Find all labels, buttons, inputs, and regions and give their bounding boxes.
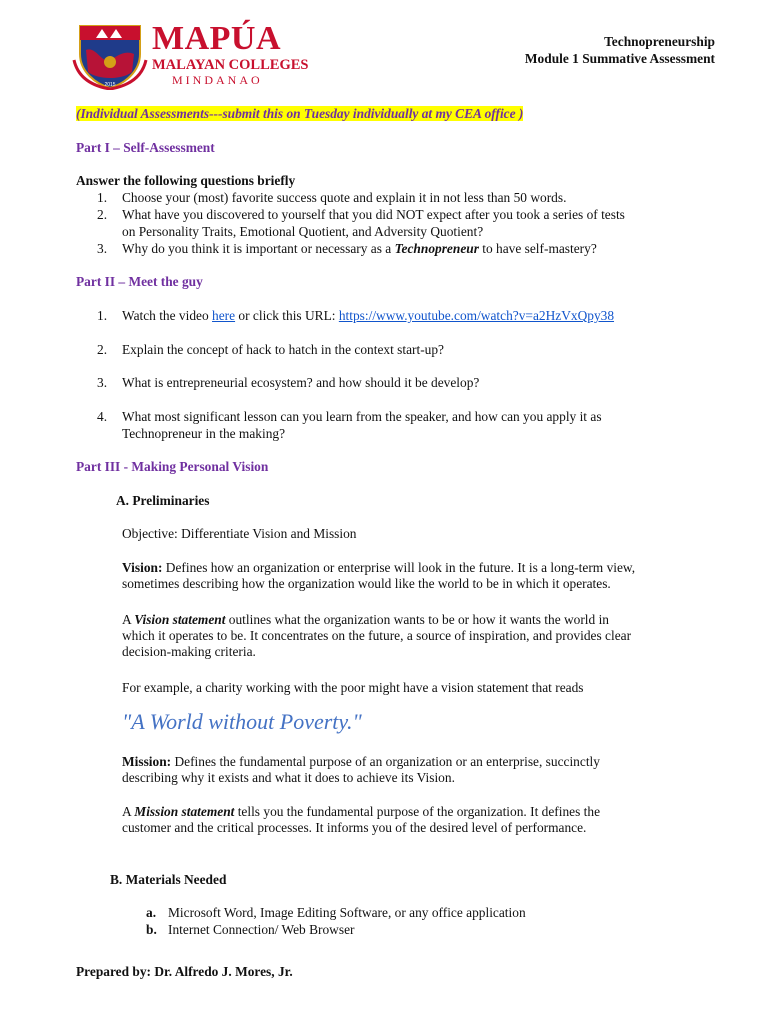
item-text: Choose your (most) favorite success quote and explain it in not less than 50 words. (122, 190, 567, 205)
item-text: Why do you think it is important or necessary as a Technopreneur to have self-mastery? (122, 241, 597, 256)
materials-heading: B. Materials Needed (110, 872, 227, 887)
list-item (0, 922, 768, 938)
item-text: Microsoft Word, Image Editing Software, or any office application (168, 905, 526, 920)
example-intro: For example, a charity working with the poor might have a vision statement that reads (122, 680, 584, 695)
objective-text: Objective: Differentiate Vision and Mission (122, 526, 357, 541)
ms-line2: customer and the critical processes. It informs you of the desired level of performance. (122, 820, 587, 835)
mission-line1: Mission: Defines the fundamental purpose of an organization or an enterprise, succinctly (122, 754, 600, 769)
mission-paragraph (122, 754, 715, 786)
item-number: 4. (97, 409, 108, 424)
list-item (0, 207, 768, 241)
item-text: Watch the video here or click this URL: https://www.youtube.com/watch?v=a2HzVxQpy38 (122, 308, 615, 323)
list-item (0, 241, 768, 257)
item-text: Explain the concept of hack to hatch in the context start-up? (122, 342, 445, 357)
brand-line2: MALAYAN COLLEGES (152, 57, 309, 73)
ms-line1: A Mission statement tells you the fundamental purpose of the organization. It defines the (122, 804, 601, 819)
item-number: 2. (97, 207, 108, 222)
list-item (0, 375, 768, 391)
item-text-line2: Technopreneur in the making? (122, 426, 286, 441)
item-text: Internet Connection/ Web Browser (168, 922, 355, 937)
part1-title: Part I – Self-Assessment (76, 140, 215, 155)
item-number: 3. (97, 375, 108, 390)
youtube-url-link[interactable]: https://www.youtube.com/watch?v=a2HzVxQpy38 (338, 308, 615, 323)
item-number: 2. (97, 342, 108, 357)
item-number: 3. (97, 241, 108, 256)
vision-line1: Vision: Defines how an organization or enterprise will look in the future. It is a long-term view, (122, 560, 636, 575)
item-text: What is entrepreneurial ecosystem? and how should it be develop? (122, 375, 480, 390)
vision-statement-paragraph (122, 612, 715, 660)
list-item (0, 409, 768, 443)
list-item (0, 308, 768, 324)
part2-title: Part II – Meet the guy (76, 274, 203, 289)
notice-text: (Individual Assessments---submit this on Tuesday individually at my CEA office ) (76, 106, 524, 121)
list-item (0, 905, 768, 921)
vision-paragraph (122, 560, 715, 592)
course-title: Technopreneurship (604, 34, 715, 49)
list-item (0, 190, 768, 206)
list-item (0, 342, 768, 358)
technopreneur-emphasis: Technopreneur (394, 241, 479, 256)
example-quote: "A World without Poverty." (122, 709, 362, 734)
seal-year: 2015 (104, 82, 116, 88)
module-title: Module 1 Summative Assessment (524, 51, 715, 66)
item-number: 1. (97, 308, 108, 323)
part3-title: Part III - Making Personal Vision (76, 459, 269, 474)
item-text-line1: What most significant lesson can you learn from the speaker, and how can you apply it as (122, 409, 602, 424)
shield-crest-icon (72, 20, 148, 90)
item-number: 1. (97, 190, 108, 205)
here-link[interactable]: here (212, 308, 236, 323)
brand-name: MAPÚA (152, 20, 282, 57)
vs-line3: decision-making criteria. (122, 644, 256, 659)
submission-notice (76, 106, 523, 122)
vs-line2: which it operates to be. It concentrates on the future, a source of inspiration, and provides clear (122, 628, 632, 643)
vision-line2: sometimes describing how the organization would like the world to be in which it operates. (122, 576, 611, 591)
item-text-line1: What have you discovered to yourself that you did NOT expect after you took a series of tests (122, 207, 625, 222)
brand-line3: MINDANAO (172, 73, 263, 87)
mission-line2: describing why it exists and what it does to achieve its Vision. (122, 770, 455, 785)
part1-instruction: Answer the following questions briefly (76, 173, 296, 188)
vs-line1: A Vision statement outlines what the organization wants to be or how it wants the world in (122, 612, 609, 627)
preliminaries-heading: A. Preliminaries (116, 493, 210, 508)
logo (72, 20, 309, 90)
item-letter: b. (146, 922, 157, 937)
mission-statement-paragraph (122, 804, 715, 836)
prepared-by: Prepared by: Dr. Alfredo J. Mores, Jr. (76, 964, 293, 979)
item-letter: a. (146, 905, 157, 920)
item-text-line2: on Personality Traits, Emotional Quotient, and Adversity Quotient? (122, 224, 484, 239)
